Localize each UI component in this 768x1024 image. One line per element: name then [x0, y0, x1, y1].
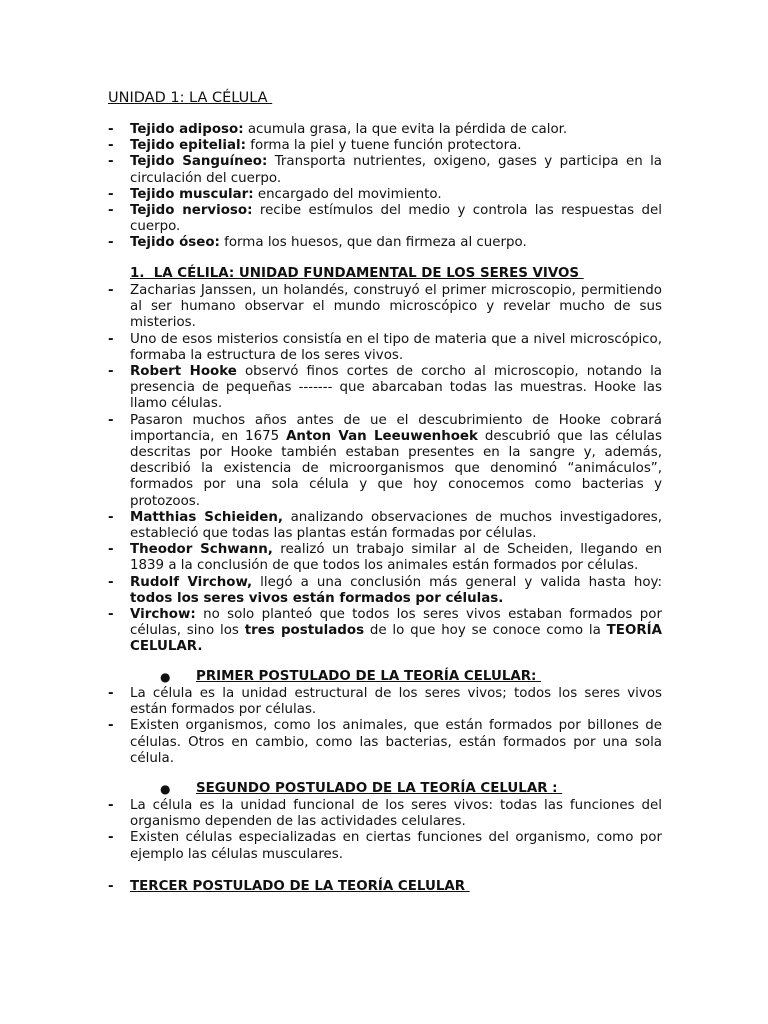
list-item: [0, 575, 768, 607]
dash-marker: -: [108, 542, 114, 558]
bold-name: Virchow:: [130, 607, 196, 623]
bullet-icon: ●: [160, 670, 171, 684]
bold-name: Rudolf Virchow,: [130, 574, 253, 590]
postulado-2-list: [0, 798, 768, 863]
dash-marker: -: [108, 798, 114, 813]
item-text: analizando observaciones de muchos investigadores, estableció que todas las plantas están formadas por células.: [130, 509, 662, 542]
section-1-list: [0, 283, 768, 656]
list-item: [0, 413, 768, 510]
list-item: [0, 510, 768, 542]
item-text: Zacharias Janssen, un holandés, construyó el primer microscopio, permitiendo al ser humano observar el mundo microscópico y revelar mucho de sus misterios.: [130, 283, 662, 331]
dash-marker: -: [108, 607, 114, 623]
bold-text: todos los seres vivos están formados por células.: [130, 590, 504, 606]
item-text: de lo que hoy se conoce como la: [364, 623, 607, 639]
section-1-heading: 1. LA CÉLILA: UNIDAD FUNDAMENTAL DE LOS SERES VIVOS: [130, 266, 584, 281]
dash-marker: -: [108, 718, 114, 734]
postulado-2-heading: SEGUNDO POSTULADO DE LA TEORÍA CELULAR :: [196, 781, 563, 796]
list-item: [0, 686, 768, 718]
dash-marker: -: [108, 364, 114, 380]
list-item: [0, 607, 768, 656]
item-text: La célula es la unidad funcional de los seres vivos: todas las funciones del organismo dependen de las actividades celulares.: [130, 798, 662, 830]
item-text: Existen organismos, como los animales, que están formados por billones de células. Otros en cambio, como las bacterias, están formados por una sola célula.: [130, 718, 662, 766]
list-item: [0, 203, 768, 235]
postulado-1-list: [0, 686, 768, 767]
term: Tejido Sanguíneo:: [130, 154, 268, 170]
dash-marker: -: [108, 235, 114, 251]
description: forma la piel y tuene función protectora.: [245, 138, 522, 154]
item-text: no solo planteó que todos los seres vivos estaban formados por células, sino los: [130, 607, 662, 639]
bullet-icon: ●: [160, 782, 171, 796]
bold-name: Robert Hooke: [130, 364, 237, 380]
list-item: [0, 830, 768, 862]
tejidos-list: [0, 122, 768, 252]
bold-name: Matthias Schieiden,: [130, 509, 283, 525]
list-item: [0, 154, 768, 186]
list-item: [0, 138, 768, 154]
list-item: [0, 187, 768, 203]
dash-marker: -: [108, 686, 114, 701]
dash-marker: -: [108, 879, 114, 894]
postulado-3-heading: TERCER POSTULADO DE LA TEORÍA CELULAR: [130, 879, 470, 894]
item-text: realizó un trabajo similar al de Scheiden, llegando en 1839 a la conclusión de que todos los animales están formados por células.: [130, 542, 662, 574]
list-item: [0, 122, 768, 138]
postulado-1-heading: PRIMER POSTULADO DE LA TEORÍA CELULAR:: [196, 669, 542, 684]
dash-marker: -: [108, 203, 114, 219]
description: forma los huesos, que dan firmeza al cuerpo.: [219, 235, 527, 251]
list-item: [0, 283, 768, 332]
description: encargado del movimiento.: [253, 186, 442, 202]
item-text: Pasaron muchos años antes de ue el descubrimiento de Hooke cobrará importancia, en 1675: [130, 412, 662, 444]
term: Tejido epitelial:: [130, 138, 246, 154]
description: recibe estímulos del medio y controla las respuestas del cuerpo.: [130, 203, 662, 235]
item-text: descubrió que las células descritas por Hooke también estaban presentes en la sangre y, además, describió la existencia de microorganismos que denominó “animáculos”, formados por una sola célula y que hoy conocemos como bacterias y protozoos.: [130, 428, 662, 509]
dash-marker: -: [108, 154, 114, 170]
term: Tejido adiposo:: [130, 122, 244, 137]
item-text: La célula es la unidad estructural de los seres vivos; todos los seres vivos están formados por células.: [130, 686, 662, 718]
list-item: [0, 364, 768, 413]
item-text: observó finos cortes de corcho al microscopio, notando la presencia de pequeñas ------- que abarcaban todas las muestras. Hooke las llamo células.: [130, 364, 663, 412]
list-item: [0, 718, 768, 767]
dash-marker: -: [108, 138, 114, 154]
dash-marker: -: [108, 186, 114, 202]
dash-marker: -: [108, 122, 114, 137]
bold-text: tres postulados: [244, 623, 365, 639]
item-text: Existen células especializadas en ciertas funciones del organismo, como por ejemplo las células musculares.: [130, 830, 662, 862]
page-title: UNIDAD 1: LA CÉLULA: [108, 90, 273, 106]
list-item: [0, 332, 768, 364]
dash-marker: -: [108, 331, 114, 347]
dash-marker: -: [108, 574, 114, 590]
term: Tejido óseo:: [130, 235, 220, 251]
description: Transporta nutrientes, oxigeno, gases y participa en la circulación del cuerpo.: [130, 154, 663, 186]
list-item: [0, 798, 768, 830]
bold-text: TEORÍA CELULAR.: [130, 623, 662, 655]
item-text: Uno de esos misterios consistía en el tipo de materia que a nivel microscópico, formaba la estructura de los seres vivos.: [130, 331, 662, 363]
list-item: [0, 542, 768, 574]
dash-marker: -: [108, 830, 114, 846]
dash-marker: -: [108, 283, 114, 298]
description: acumula grasa, la que evita la pérdida de calor.: [243, 122, 568, 137]
term: Tejido nervioso:: [130, 203, 253, 219]
dash-marker: -: [108, 412, 114, 428]
bold-name: Anton Van Leeuwenhoek: [286, 428, 478, 444]
bold-name: Theodor Schwann,: [130, 542, 273, 558]
dash-marker: -: [108, 509, 114, 525]
item-text: llegó a una conclusión más general y valida hasta hoy:: [252, 574, 662, 590]
list-item: [0, 235, 768, 251]
term: Tejido muscular:: [130, 186, 254, 202]
